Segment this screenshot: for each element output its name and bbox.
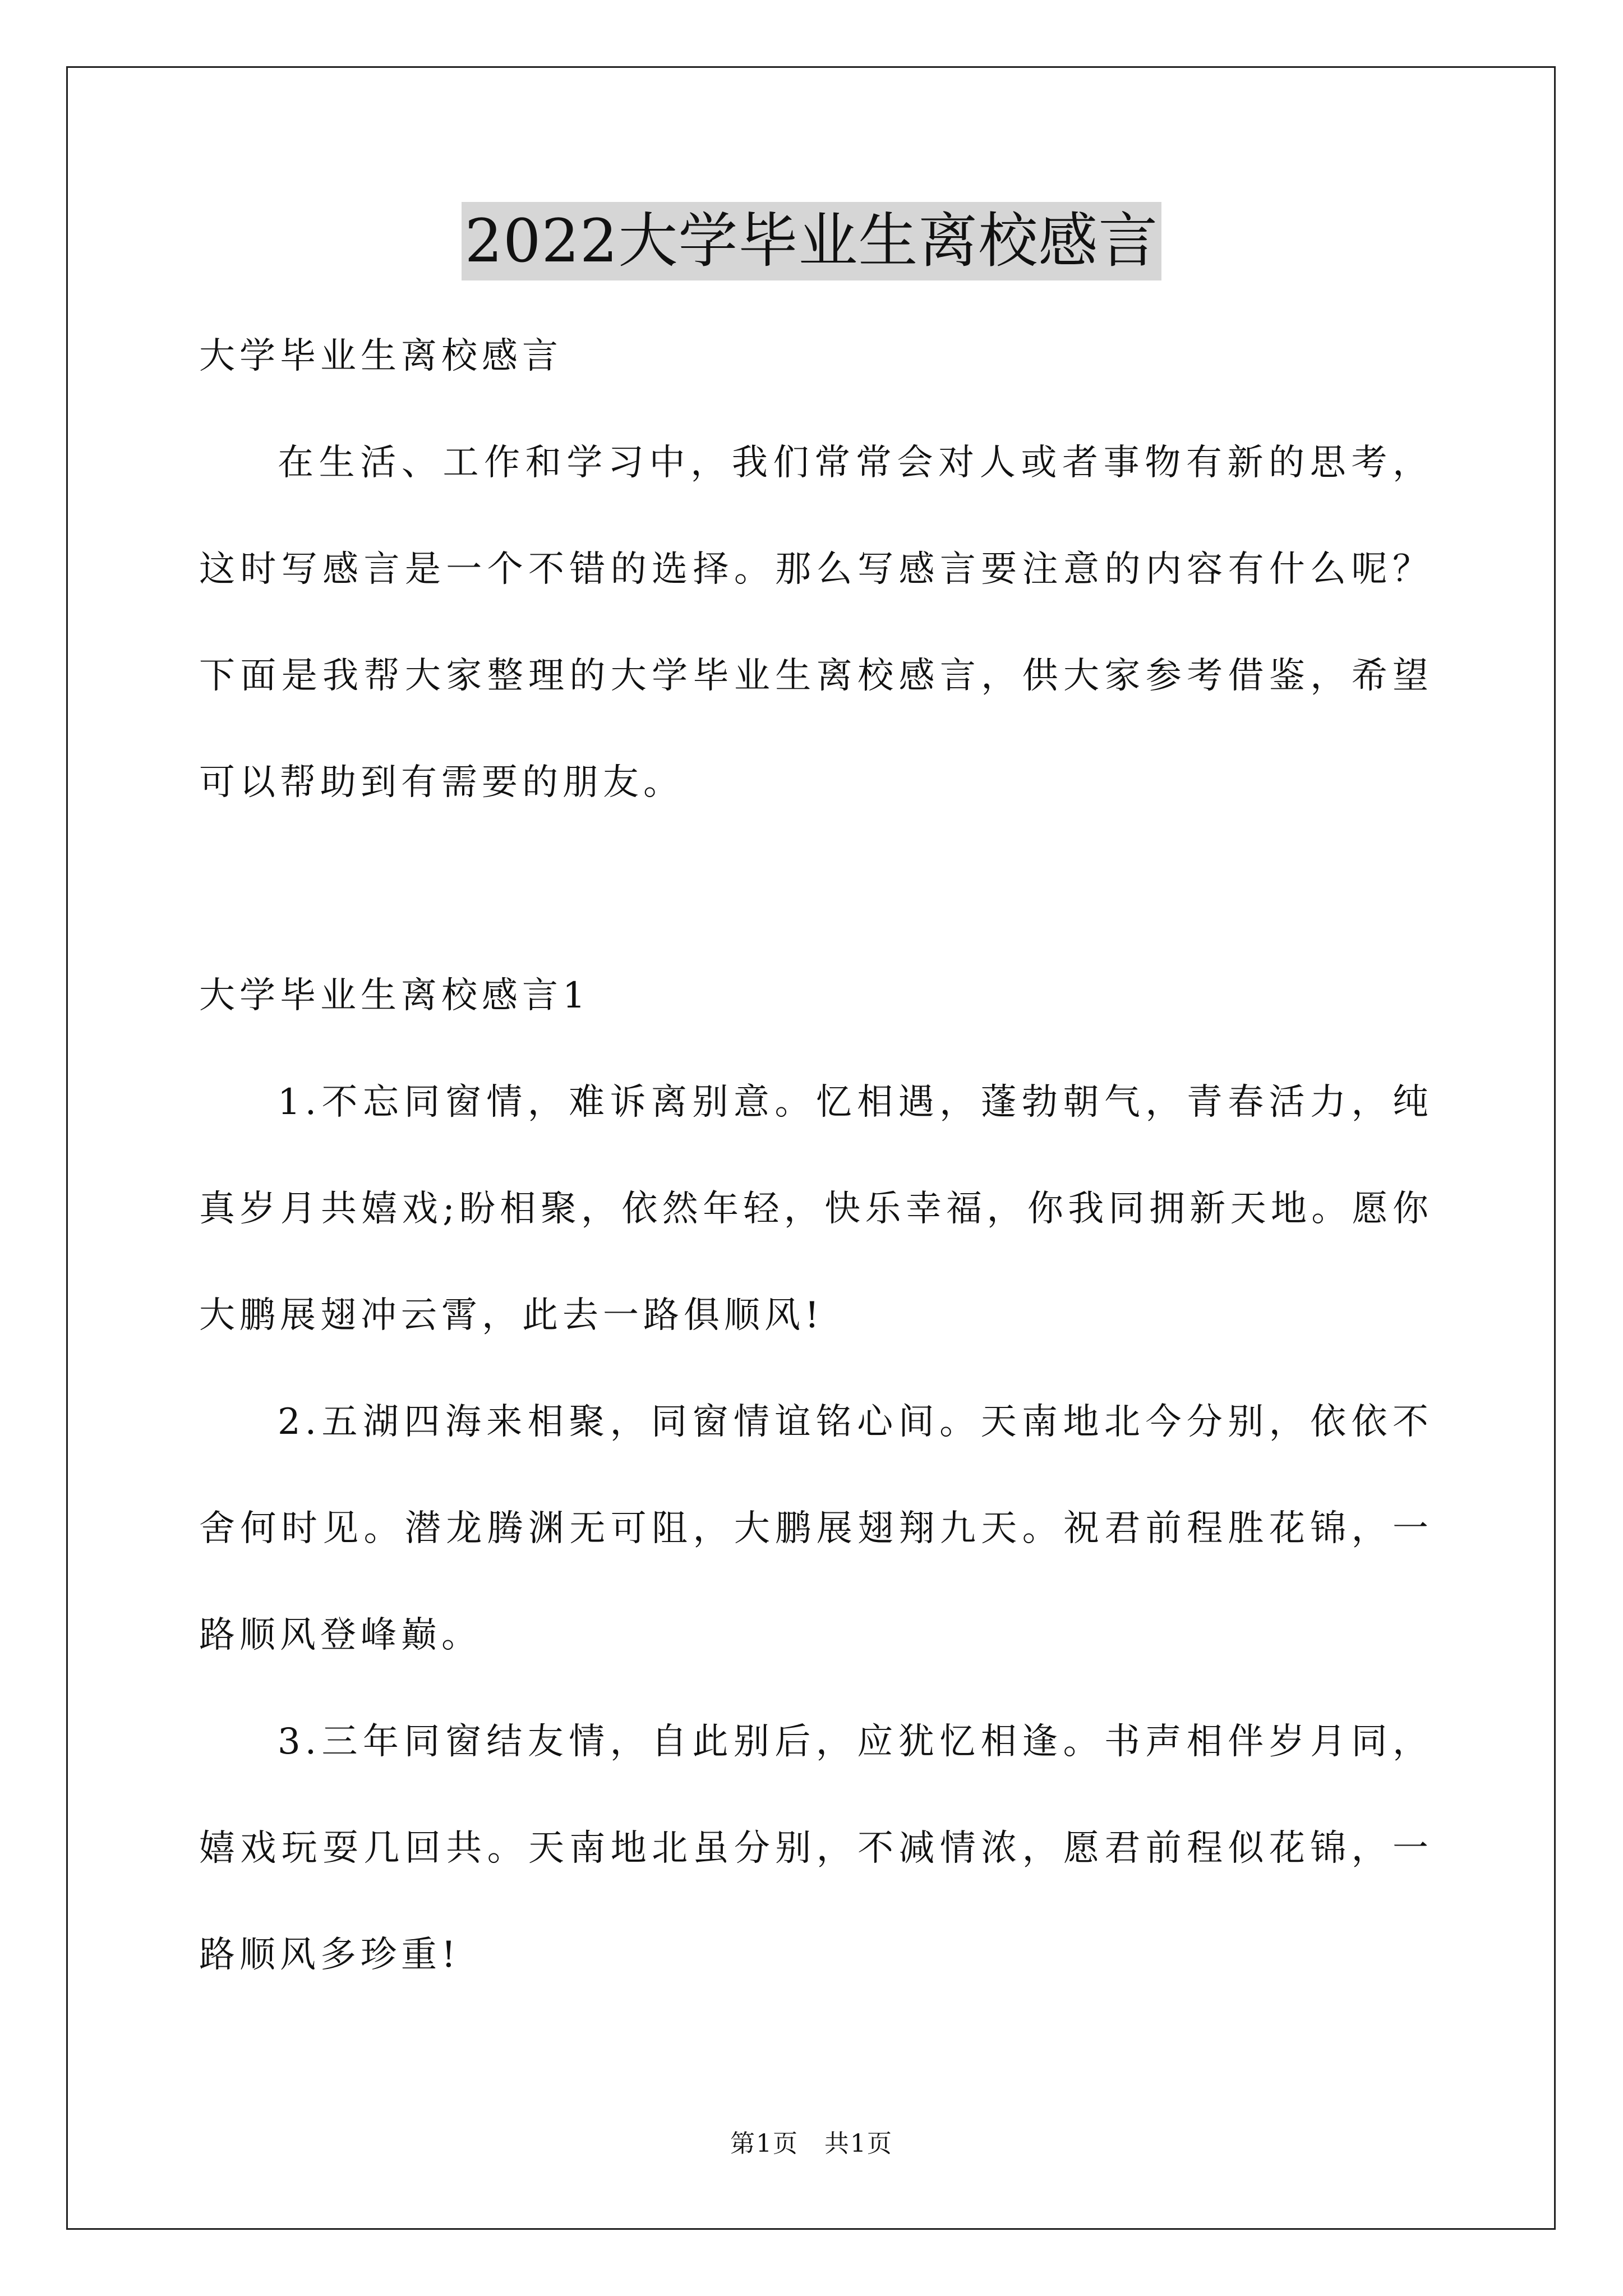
item-paragraph-1: 1.不忘同窗情，难诉离别意。忆相遇，蓬勃朝气，青春活力，纯真岁月共嬉戏;盼相聚，依然年轻，快乐幸福，你我同拥新天地。愿你大鹏展翅冲云霄，此去一路俱顺风! [199,1082,1433,1336]
document-subtitle: 大学毕业生离校感言 [199,335,562,377]
item-paragraph-3: 3.三年同窗结友情，自此别后，应犹忆相逢。书声相伴岁月同，嬉戏玩耍几回共。天南地北虽分别，不减情浓，愿君前程似花锦，一路顺风多珍重! [199,1721,1433,1976]
intro-paragraph: 在生活、工作和学习中，我们常常会对人或者事物有新的思考，这时写感言是一个不错的选择。那么写感言要注意的内容有什么呢？下面是我帮大家整理的大学毕业生离校感言，供大家参考借鉴，希望可以帮助到有需要的朋友。 [199,442,1433,803]
document-title: 2022大学毕业生离校感言 [462,202,1162,280]
paragraph-gap [199,836,1433,942]
item-paragraph-2: 2.五湖四海来相聚，同窗情谊铭心间。天南地北今分别，依依不舍何时见。潜龙腾渊无可阻，大鹏展翅翔九天。祝君前程胜花锦，一路顺风登峰巅。 [199,1401,1433,1656]
document-body [199,303,1433,2008]
section-heading: 大学毕业生离校感言1 [199,975,590,1016]
page-footer: 第1页 共1页 [730,2129,893,2158]
title-container [0,202,1623,280]
